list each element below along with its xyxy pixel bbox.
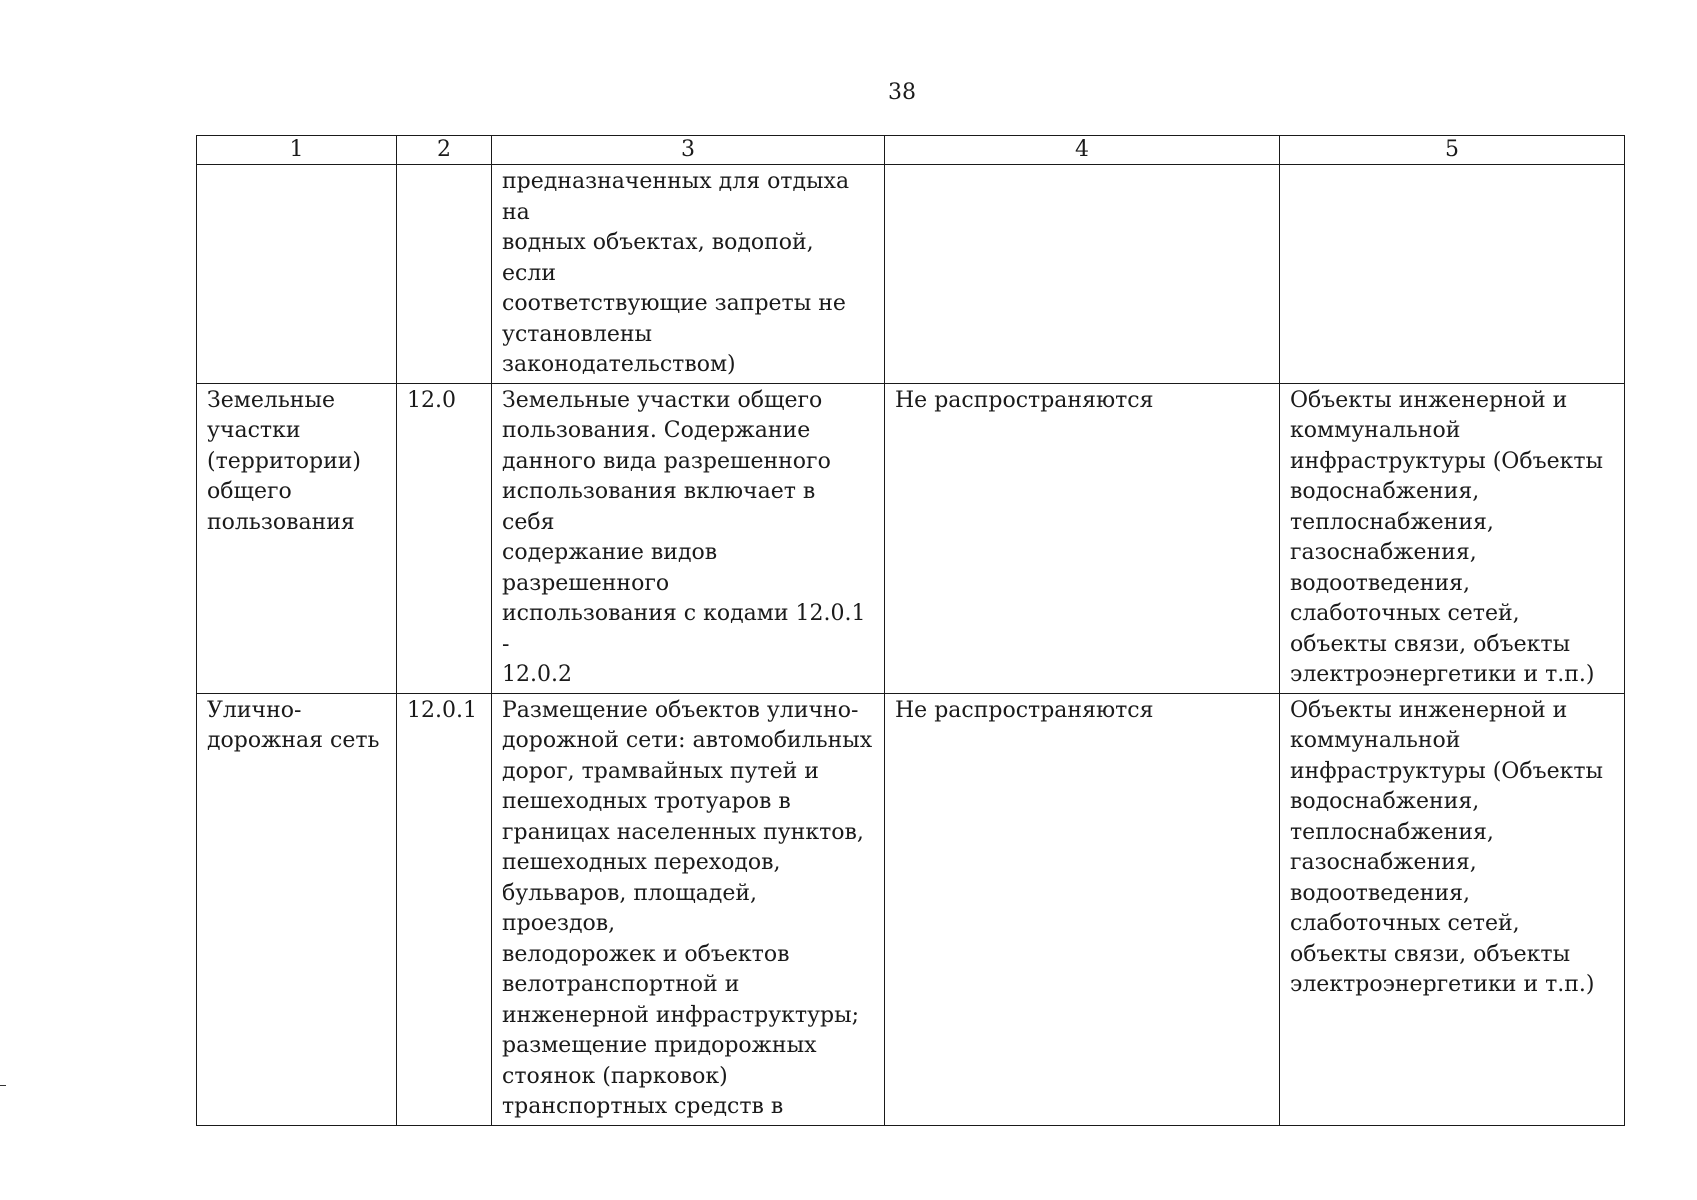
table-row — [197, 383, 1625, 693]
column-header-4: 4 — [885, 136, 1280, 165]
column-header-3: 3 — [492, 136, 885, 165]
cell-use-description: Земельные участки общего пользования. Содержание данного вида разрешенного использования включает в себя содержание видов разрешенного использования с кодами 12.0.1 - 12.0.2 — [492, 383, 885, 693]
table-header-row — [197, 136, 1625, 165]
cell-auxiliary-uses: Объекты инженерной и коммунальной инфраструктуры (Объекты водоснабжения, теплоснабжения, газоснабжения, водоотведения, слаботочных сетей, объекты связи, объекты электроэнергетики и т.п.) — [1280, 383, 1625, 693]
table-row — [197, 165, 1625, 384]
cell-restrictions — [885, 165, 1280, 384]
table-row — [197, 693, 1625, 1125]
cell-use-type-name: Земельные участки (территории) общего пользования — [197, 383, 397, 693]
column-header-1: 1 — [197, 136, 397, 165]
cell-use-code — [397, 165, 492, 384]
cell-use-type-name — [197, 165, 397, 384]
page-number: 38 — [888, 80, 916, 105]
regulations-table — [196, 135, 1625, 1126]
cell-use-code: 12.0 — [397, 383, 492, 693]
cell-restrictions: Не распространяются — [885, 383, 1280, 693]
cell-use-description: Размещение объектов улично- дорожной сети: автомобильных дорог, трамвайных путей и пешеходных тротуаров в границах населенных пунктов, пешеходных переходов, бульваров, площадей, проездов, велодорожек и объектов велотранспортной и инженерной инфраструктуры; размещение придорожных стоянок (парковок) транспортных средств в — [492, 693, 885, 1125]
cell-use-type-name: Улично- дорожная сеть — [197, 693, 397, 1125]
column-header-2: 2 — [397, 136, 492, 165]
cell-auxiliary-uses: Объекты инженерной и коммунальной инфраструктуры (Объекты водоснабжения, теплоснабжения, газоснабжения, водоотведения, слаботочных сетей, объекты связи, объекты электроэнергетики и т.п.) — [1280, 693, 1625, 1125]
cell-restrictions: Не распространяются — [885, 693, 1280, 1125]
cell-use-code: 12.0.1 — [397, 693, 492, 1125]
column-header-5: 5 — [1280, 136, 1625, 165]
scan-margin-mark — [0, 1085, 6, 1086]
cell-use-description: предназначенных для отдыха на водных объектах, водопой, если соответствующие запреты не установлены законодательством) — [492, 165, 885, 384]
cell-auxiliary-uses — [1280, 165, 1625, 384]
